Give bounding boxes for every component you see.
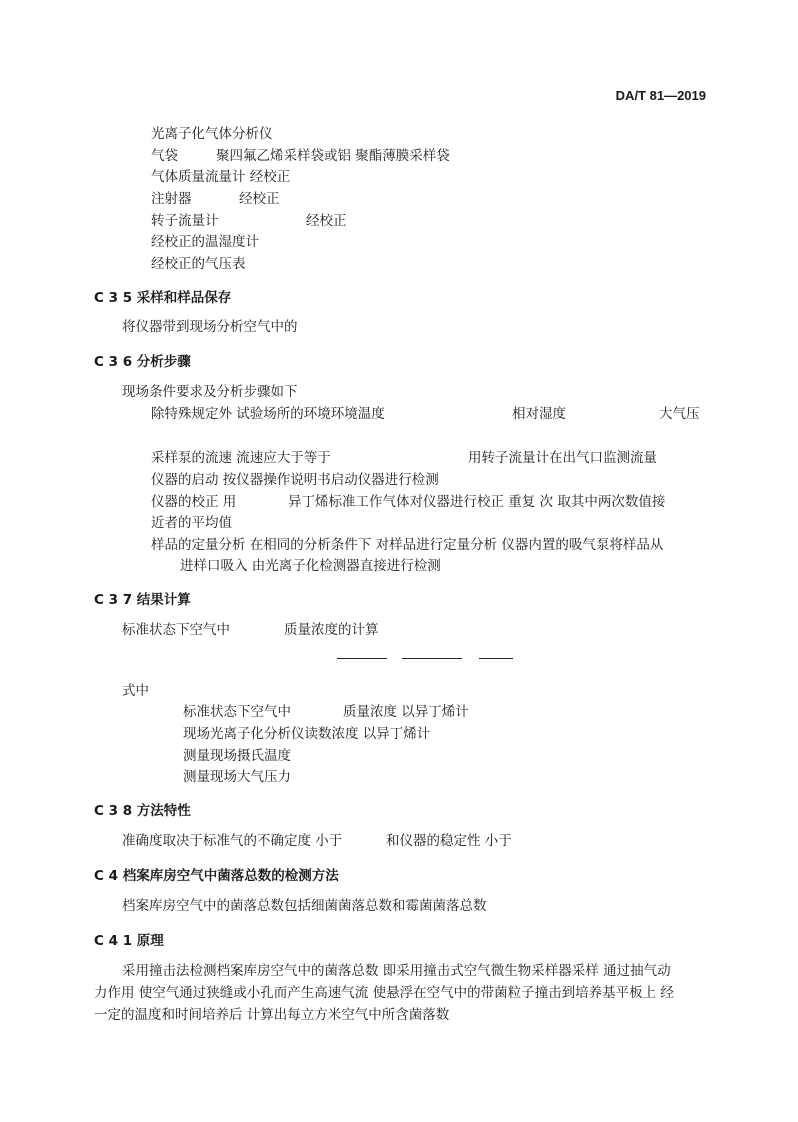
equipment-item-gas-bag-desc: 聚四氟乙烯采样袋或铝 聚酯薄膜采样袋 — [216, 148, 450, 164]
c36-step2-b: 用转子流量计在出气口监测流量 — [468, 450, 657, 466]
c37-where-1b: 质量浓度 以异丁烯计 — [343, 704, 469, 720]
equipment-item-gas-bag-label: 气袋 — [151, 148, 178, 164]
c41-para-line3: 一定的温度和时间培养后 计算出每立方米空气中所含菌落数 — [94, 1007, 450, 1023]
c36-step4-b: 异丁烯标准工作气体对仪器进行校正 重复 次 取其中两次数值接 — [288, 494, 666, 510]
section-text-c35: 将仪器带到现场分析空气中的 — [122, 319, 298, 335]
equipment-item-barometer: 经校正的气压表 — [151, 256, 246, 272]
equipment-item-thermohygrometer: 经校正的温湿度计 — [151, 234, 259, 250]
c37-where-1a: 标准状态下空气中 — [183, 704, 291, 720]
c38-text-b: 和仪器的稳定性 小于 — [386, 833, 512, 849]
c37-where-2: 现场光离子化分析仪读数浓度 以异丁烯计 — [183, 726, 431, 742]
equipment-item-rotameter-label: 转子流量计 — [151, 213, 219, 229]
section-heading-c37: C 3 7 结果计算 — [94, 592, 191, 608]
c36-step1-a: 除特殊规定外 试验场所的环境环境温度 — [151, 406, 385, 422]
c38-text-a: 准确度取决于标准气的不确定度 小于 — [122, 833, 343, 849]
c36-step5-a: 样品的定量分析 在相同的分析条件下 对样品进行定量分析 仪器内置的吸气泵将样品从 — [151, 537, 664, 553]
c36-step4-c: 近者的平均值 — [151, 515, 232, 531]
section-heading-c38: C 3 8 方法特性 — [94, 803, 191, 819]
c41-para-line2: 力作用 使空气通过狭缝或小孔而产生高速气流 使悬浮在空气中的带菌粒子撞击到培养基平板上 经 — [94, 985, 674, 1001]
formula-fraction-bar — [337, 658, 387, 659]
c37-line1-a: 标准状态下空气中 — [122, 622, 230, 638]
c36-intro: 现场条件要求及分析步骤如下 — [122, 384, 298, 400]
c37-where: 式中 — [122, 683, 149, 699]
formula-fraction-bar — [479, 658, 513, 659]
c36-step5-b: 进样口吸入 由光离子化检测器直接进行检测 — [180, 558, 441, 574]
section-heading-c36: C 3 6 分析步骤 — [94, 354, 191, 370]
c36-step1-b: 相对湿度 — [512, 406, 566, 422]
section-text-c4: 档案库房空气中的菌落总数包括细菌菌落总数和霉菌菌落总数 — [122, 898, 487, 914]
equipment-item-syringe-desc: 经校正 — [239, 191, 280, 207]
equipment-item-pid-analyzer: 光离子化气体分析仪 — [151, 126, 273, 142]
c37-where-4: 测量现场大气压力 — [183, 769, 291, 785]
c36-step4-a: 仪器的校正 用 — [151, 494, 237, 510]
equipment-item-syringe-label: 注射器 — [151, 191, 192, 207]
formula-fraction-bar — [402, 658, 462, 659]
c36-step3: 仪器的启动 按仪器操作说明书启动仪器进行检测 — [151, 472, 439, 488]
c37-where-3: 测量现场摄氏温度 — [183, 748, 291, 764]
section-heading-c41: C 4 1 原理 — [94, 933, 164, 949]
c37-line1-b: 质量浓度的计算 — [284, 622, 379, 638]
section-heading-c4: C 4 档案库房空气中菌落总数的检测方法 — [94, 868, 339, 884]
c36-step2-a: 采样泵的流速 流速应大于等于 — [151, 450, 331, 466]
section-heading-c35: C 3 5 采样和样品保存 — [94, 290, 232, 306]
equipment-item-mass-flowmeter: 气体质量流量计 经校正 — [151, 169, 291, 185]
equipment-item-rotameter-desc: 经校正 — [306, 213, 347, 229]
standard-number: DA/T 81—2019 — [615, 88, 706, 103]
c41-para-line1: 采用撞击法检测档案库房空气中的菌落总数 即采用撞击式空气微生物采样器采样 通过抽气动 — [122, 963, 671, 979]
c36-step1-c: 大气压 — [659, 406, 700, 422]
